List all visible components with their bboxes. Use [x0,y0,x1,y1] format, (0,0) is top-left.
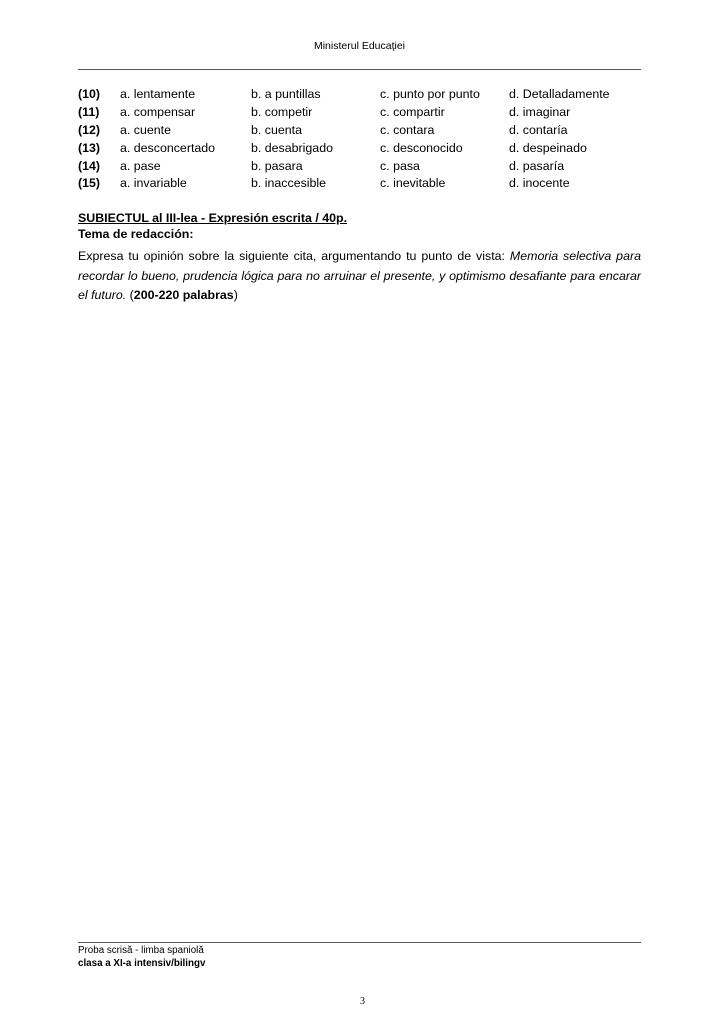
option-d: d. Detalladamente [509,87,610,101]
option-b: b. a puntillas [251,87,321,101]
option-d: d. inocente [509,176,570,191]
option-a: a. invariable [120,176,187,191]
item-number: (10) [78,87,101,101]
option-a: a. lentamente [120,87,196,101]
option-a: a. pase [120,158,161,173]
option-d: d. despeinado [509,140,587,155]
answer-row-11 [78,105,641,123]
option-c: c. pasa [380,158,420,173]
prompt-close-paren: ) [233,288,238,302]
page-footer [78,945,205,970]
page-header: Ministerul Educaţiei [313,40,406,52]
option-a: a. compensar [120,104,196,119]
section-subtitle: Tema de redacción: [78,227,194,241]
option-b: b. inaccesible [251,176,327,191]
option-b: b. cuenta [251,122,302,137]
answer-row-12 [78,123,641,141]
answer-row-13 [78,141,641,159]
prompt-quote: Memoria selectiva para recordar lo bueno, prudencia lógica para no arruinar el presente, y optimismo desafiante para encarar el futuro. [78,249,641,302]
option-a: a. cuente [120,122,171,137]
page-number: 3 [360,996,365,1007]
option-b: b. pasara [251,158,303,173]
footer-exam-name: Proba scrisă - limba spaniolă [78,945,204,956]
writing-section [78,210,641,306]
option-d: d. contaría [509,122,568,137]
option-c: c. desconocido [380,140,463,155]
option-b: b. competir [251,104,313,119]
option-d: d. pasaría [509,158,565,173]
option-a: a. desconcertado [120,140,216,155]
item-number: (13) [78,140,101,155]
option-b: b. desabrigado [251,140,333,155]
answer-options-list [78,87,641,194]
section-title: SUBIECTUL al III-lea - Expresión escrita / 40p. [78,211,348,225]
prompt-word-count: 200-220 palabras [133,288,234,302]
writing-prompt [78,247,641,306]
option-c: c. punto por punto [380,87,480,101]
prompt-open-paren: ( [126,288,134,302]
prompt-intro: Expresa tu opinión sobre la siguiente cita, argumentando tu punto de vista: [78,249,510,263]
footer-class: clasa a XI-a intensiv/bilingv [78,957,206,969]
item-number: (14) [78,158,101,173]
item-number: (11) [78,104,100,119]
answer-row-14 [78,159,641,177]
option-c: c. contara [380,122,435,137]
answer-row-10 [78,87,641,105]
item-number: (12) [78,122,101,137]
answer-row-15 [78,176,641,194]
option-d: d. imaginar [509,104,571,119]
item-number: (15) [78,176,101,191]
option-c: c. inevitable [380,176,446,191]
header-divider [78,69,641,70]
option-c: c. compartir [380,104,445,119]
footer-divider [78,942,641,943]
